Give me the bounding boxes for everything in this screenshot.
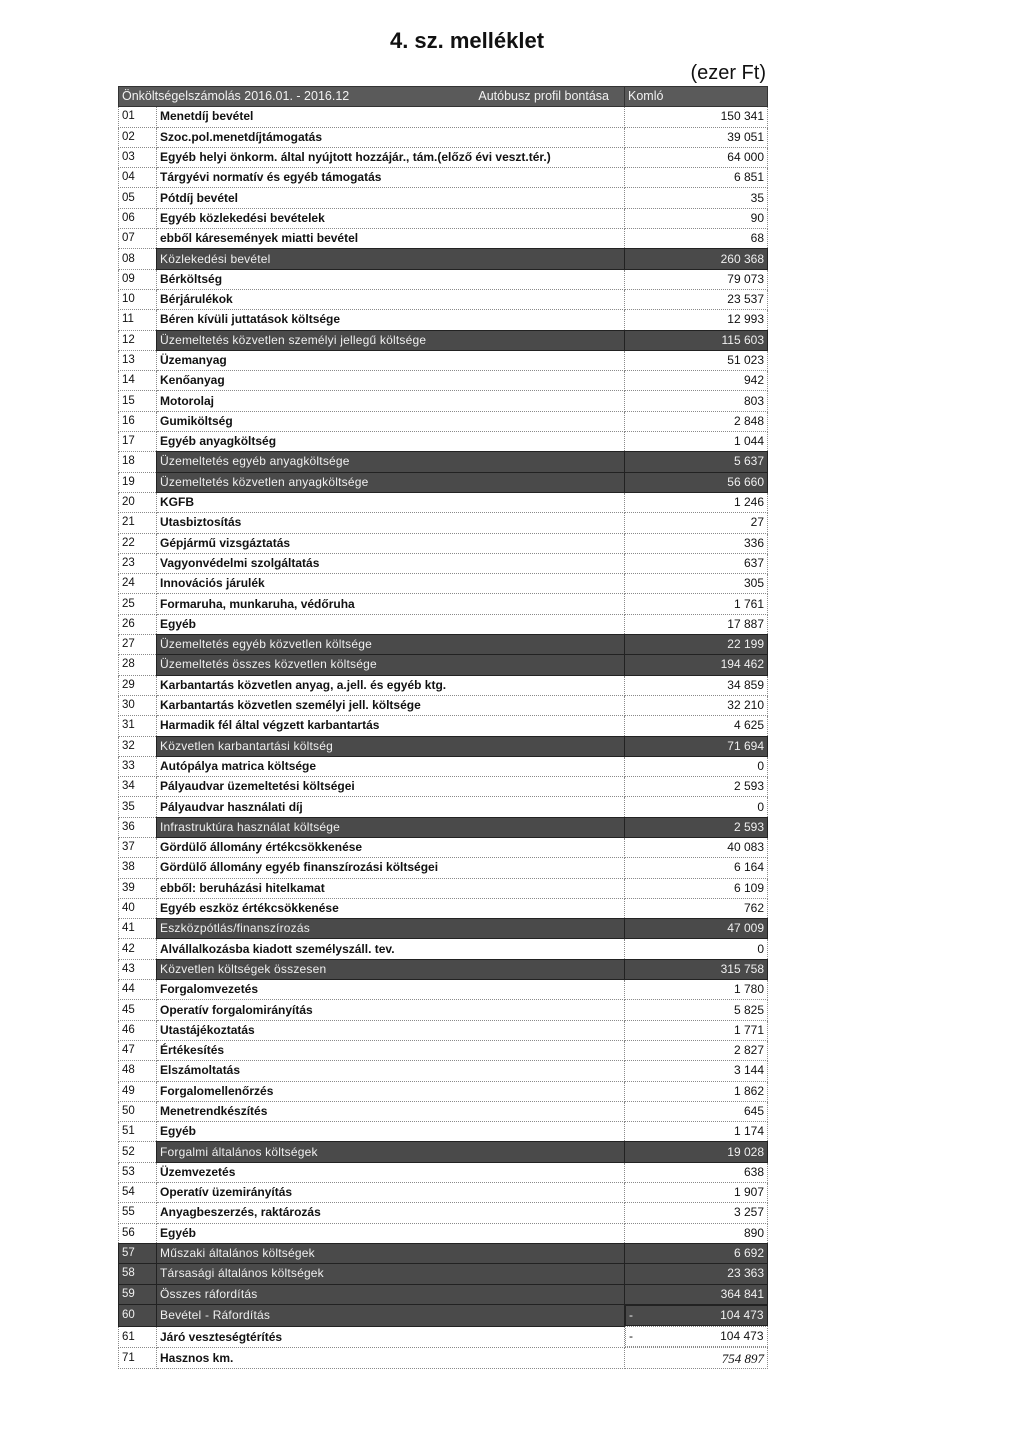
- row-value: 5 637: [625, 452, 768, 472]
- table-row: [119, 898, 768, 918]
- row-value: 364 841: [625, 1284, 768, 1304]
- row-label: ebből: beruházási hitelkamat: [157, 878, 625, 898]
- table-row: [119, 756, 768, 776]
- row-label: Bevétel - Ráfordítás: [157, 1304, 625, 1326]
- row-label: Egyéb: [157, 614, 625, 634]
- row-label: Üzemeltetés egyéb közvetlen költsége: [157, 635, 625, 655]
- row-label: Operatív üzemirányítás: [157, 1183, 625, 1203]
- row-label: Egyéb: [157, 1223, 625, 1243]
- table-row: [119, 614, 768, 634]
- row-value: 194 462: [625, 655, 768, 675]
- row-value: 1 780: [625, 980, 768, 1000]
- row-label: Karbantartás közvetlen személyi jell. költsége: [157, 695, 625, 715]
- row-label: Közlekedési bevétel: [157, 249, 625, 269]
- row-label: Operatív forgalomirányítás: [157, 1000, 625, 1020]
- row-number: 59: [119, 1284, 157, 1304]
- row-value: 34 859: [625, 675, 768, 695]
- row-label: Összes ráfordítás: [157, 1284, 625, 1304]
- header-period: Önköltségelszámolás 2016.01. - 2016.12: [122, 89, 350, 104]
- row-value: 17 887: [625, 614, 768, 634]
- row-label: Bérjárulékok: [157, 289, 625, 309]
- table-row: [119, 1081, 768, 1101]
- row-number: 52: [119, 1142, 157, 1162]
- row-value: 754 897: [625, 1348, 768, 1368]
- row-label: Szoc.pol.menetdíjtámogatás: [157, 127, 625, 147]
- table-row: [119, 1142, 768, 1162]
- row-number: 41: [119, 919, 157, 939]
- row-number: 37: [119, 837, 157, 857]
- table-row: [119, 310, 768, 330]
- table-row: [119, 208, 768, 228]
- row-number: 42: [119, 939, 157, 959]
- table-row: [119, 1162, 768, 1182]
- table-row: [119, 1020, 768, 1040]
- table-row: [119, 1000, 768, 1020]
- row-label: Alvállalkozásba kiadott személyszáll. tev.: [157, 939, 625, 959]
- row-value: 1 174: [625, 1122, 768, 1142]
- row-value: 5 825: [625, 1000, 768, 1020]
- row-number: 43: [119, 959, 157, 979]
- row-number: 47: [119, 1040, 157, 1060]
- row-number: 14: [119, 371, 157, 391]
- row-label: Pályaudvar használati díj: [157, 797, 625, 817]
- row-value: 260 368: [625, 249, 768, 269]
- table-row: [119, 1223, 768, 1243]
- table-row: [119, 452, 768, 472]
- row-label: Autópálya matrica költsége: [157, 756, 625, 776]
- row-number: 36: [119, 817, 157, 837]
- table-row: [119, 249, 768, 269]
- row-label: Gépjármű vizsgáztatás: [157, 533, 625, 553]
- row-value: 6 851: [625, 168, 768, 188]
- row-number: 61: [119, 1326, 157, 1348]
- table-row: [119, 432, 768, 452]
- row-value: 6 164: [625, 858, 768, 878]
- row-value: 638: [625, 1162, 768, 1182]
- row-label: Elszámoltatás: [157, 1061, 625, 1081]
- row-label: Egyéb helyi önkorm. által nyújtott hozzájár., tám.(előző évi veszt.tér.): [157, 147, 625, 167]
- row-number: 40: [119, 898, 157, 918]
- row-value: 56 660: [625, 472, 768, 492]
- row-value: 79 073: [625, 269, 768, 289]
- row-label: Egyéb anyagköltség: [157, 432, 625, 452]
- row-label: Utastájékoztatás: [157, 1020, 625, 1040]
- row-number: 46: [119, 1020, 157, 1040]
- row-number: 54: [119, 1183, 157, 1203]
- row-number: 09: [119, 269, 157, 289]
- table-row: [119, 716, 768, 736]
- row-number: 55: [119, 1203, 157, 1223]
- table-row: [119, 858, 768, 878]
- row-number: 30: [119, 695, 157, 715]
- row-number: 44: [119, 980, 157, 1000]
- table-row: [119, 513, 768, 533]
- row-value: 40 083: [625, 837, 768, 857]
- row-label: Üzemeltetés közvetlen személyi jellegű költsége: [157, 330, 625, 350]
- row-value: 2 593: [625, 777, 768, 797]
- row-value: 762: [625, 898, 768, 918]
- row-number: 22: [119, 533, 157, 553]
- row-number: 28: [119, 655, 157, 675]
- table-row: [119, 472, 768, 492]
- row-number: 18: [119, 452, 157, 472]
- row-number: 49: [119, 1081, 157, 1101]
- table-row: [119, 1183, 768, 1203]
- row-number: 19: [119, 472, 157, 492]
- row-label: Utasbiztosítás: [157, 513, 625, 533]
- row-value: 23 537: [625, 289, 768, 309]
- row-number: 24: [119, 574, 157, 594]
- table-row: [119, 1284, 768, 1304]
- row-value: 2 827: [625, 1040, 768, 1060]
- row-label: Közvetlen költségek összesen: [157, 959, 625, 979]
- row-label: Kenőanyag: [157, 371, 625, 391]
- table-row: [119, 1304, 768, 1326]
- row-value-text: 104 473: [720, 1307, 764, 1322]
- row-number: 10: [119, 289, 157, 309]
- row-number: 11: [119, 310, 157, 330]
- row-number: 16: [119, 411, 157, 431]
- row-label: Tárgyévi normatív és egyéb támogatás: [157, 168, 625, 188]
- row-label: Anyagbeszerzés, raktározás: [157, 1203, 625, 1223]
- row-value: 64 000: [625, 147, 768, 167]
- row-label: Üzemeltetés közvetlen anyagköltsége: [157, 472, 625, 492]
- row-value: 51 023: [625, 350, 768, 370]
- negative-sign: -: [629, 1307, 633, 1322]
- row-value: 19 028: [625, 1142, 768, 1162]
- row-number: 13: [119, 350, 157, 370]
- row-number: 17: [119, 432, 157, 452]
- table-row: [119, 1203, 768, 1223]
- negative-sign: -: [629, 1329, 633, 1344]
- table-row: [119, 1326, 768, 1348]
- table-row: [119, 371, 768, 391]
- header-breakdown: Autóbusz profil bontása: [478, 89, 609, 104]
- table-row: [119, 1061, 768, 1081]
- table-row: [119, 289, 768, 309]
- row-value: 3 144: [625, 1061, 768, 1081]
- row-label: Hasznos km.: [157, 1348, 625, 1368]
- row-value: 305: [625, 574, 768, 594]
- table-row: [119, 919, 768, 939]
- row-value: 315 758: [625, 959, 768, 979]
- row-number: 25: [119, 594, 157, 614]
- row-number: 03: [119, 147, 157, 167]
- table-row: [119, 939, 768, 959]
- table-row: [119, 553, 768, 573]
- table-row: [119, 1040, 768, 1060]
- row-label: Pótdíj bevétel: [157, 188, 625, 208]
- row-value: 35: [625, 188, 768, 208]
- row-label: Menetrendkészítés: [157, 1101, 625, 1121]
- row-number: 51: [119, 1122, 157, 1142]
- row-value: 6 692: [625, 1243, 768, 1263]
- row-value: 890: [625, 1223, 768, 1243]
- header-cell: [119, 87, 625, 107]
- row-label: Harmadik fél által végzett karbantartás: [157, 716, 625, 736]
- table-row: [119, 107, 768, 127]
- cost-report-table: [118, 86, 768, 1369]
- row-value: 336: [625, 533, 768, 553]
- row-value: 6 109: [625, 878, 768, 898]
- row-value: 1 771: [625, 1020, 768, 1040]
- table-row: [119, 797, 768, 817]
- row-value: 1 246: [625, 492, 768, 512]
- table-row: [119, 675, 768, 695]
- row-value: 4 625: [625, 716, 768, 736]
- row-label: Bérköltség: [157, 269, 625, 289]
- row-value: [625, 1305, 768, 1326]
- table-row: [119, 980, 768, 1000]
- table-row: [119, 1348, 768, 1368]
- table-row: [119, 695, 768, 715]
- row-number: 23: [119, 553, 157, 573]
- header-location: Komló: [625, 87, 768, 107]
- row-label: Innovációs járulék: [157, 574, 625, 594]
- row-label: Forgalmi általános költségek: [157, 1142, 625, 1162]
- row-number: 50: [119, 1101, 157, 1121]
- row-value: 47 009: [625, 919, 768, 939]
- row-value: 0: [625, 939, 768, 959]
- row-label: Formaruha, munkaruha, védőruha: [157, 594, 625, 614]
- table-row: [119, 127, 768, 147]
- row-number: 35: [119, 797, 157, 817]
- page-title: 4. sz. melléklet: [389, 28, 545, 53]
- row-number: 04: [119, 168, 157, 188]
- row-number: 21: [119, 513, 157, 533]
- row-number: 01: [119, 107, 157, 127]
- table-row: [119, 635, 768, 655]
- row-label: Értékesítés: [157, 1040, 625, 1060]
- row-value: 23 363: [625, 1264, 768, 1284]
- row-value: 803: [625, 391, 768, 411]
- row-number: 02: [119, 127, 157, 147]
- row-value: 27: [625, 513, 768, 533]
- row-label: Közvetlen karbantartási költség: [157, 736, 625, 756]
- row-number: 15: [119, 391, 157, 411]
- row-number: 08: [119, 249, 157, 269]
- row-number: 58: [119, 1264, 157, 1284]
- row-value: 645: [625, 1101, 768, 1121]
- row-number: 05: [119, 188, 157, 208]
- row-label: Üzemanyag: [157, 350, 625, 370]
- table-row: [119, 269, 768, 289]
- row-label: Üzemeltetés összes közvetlen költsége: [157, 655, 625, 675]
- row-value: 1 044: [625, 432, 768, 452]
- table-row: [119, 777, 768, 797]
- row-number: 07: [119, 229, 157, 249]
- table-row: [119, 655, 768, 675]
- row-number: 27: [119, 635, 157, 655]
- row-label: Gumiköltség: [157, 411, 625, 431]
- table-header-row: [119, 87, 768, 107]
- row-number: 34: [119, 777, 157, 797]
- unit-label: (ezer Ft): [690, 62, 766, 84]
- table-row: [119, 736, 768, 756]
- row-label: Motorolaj: [157, 391, 625, 411]
- table-row: [119, 817, 768, 837]
- row-value: 1 907: [625, 1183, 768, 1203]
- table-row: [119, 229, 768, 249]
- row-label: Pályaudvar üzemeltetési költségei: [157, 777, 625, 797]
- row-value: 115 603: [625, 330, 768, 350]
- row-value: 942: [625, 371, 768, 391]
- row-number: 33: [119, 756, 157, 776]
- row-number: 06: [119, 208, 157, 228]
- row-label: Társasági általános költségek: [157, 1264, 625, 1284]
- row-number: 56: [119, 1223, 157, 1243]
- row-value: 0: [625, 797, 768, 817]
- row-label: Forgalomvezetés: [157, 980, 625, 1000]
- row-value: 39 051: [625, 127, 768, 147]
- table-row: [119, 594, 768, 614]
- row-value: 150 341: [625, 107, 768, 127]
- row-label: Gördülő állomány egyéb finanszírozási költségei: [157, 858, 625, 878]
- row-number: 38: [119, 858, 157, 878]
- row-label: Vagyonvédelmi szolgáltatás: [157, 553, 625, 573]
- table-row: [119, 147, 768, 167]
- table-row: [119, 330, 768, 350]
- row-label: Járó veszteségtérítés: [157, 1326, 625, 1348]
- row-value: 90: [625, 208, 768, 228]
- row-value: 2 848: [625, 411, 768, 431]
- row-value: 68: [625, 229, 768, 249]
- table-row: [119, 1243, 768, 1263]
- report-body: [119, 87, 768, 1369]
- row-number: 48: [119, 1061, 157, 1081]
- table-row: [119, 411, 768, 431]
- row-number: 71: [119, 1348, 157, 1368]
- row-value: 12 993: [625, 310, 768, 330]
- row-value: 0: [625, 756, 768, 776]
- table-row: [119, 391, 768, 411]
- row-value: 637: [625, 553, 768, 573]
- row-label: Gördülő állomány értékcsökkenése: [157, 837, 625, 857]
- table-row: [119, 492, 768, 512]
- row-value: 71 694: [625, 736, 768, 756]
- table-row: [119, 350, 768, 370]
- row-number: 60: [119, 1304, 157, 1326]
- row-number: 32: [119, 736, 157, 756]
- row-label: Infrastruktúra használat költsége: [157, 817, 625, 837]
- table-row: [119, 878, 768, 898]
- row-value: 1 761: [625, 594, 768, 614]
- row-label: Egyéb közlekedési bevételek: [157, 208, 625, 228]
- table-row: [119, 1264, 768, 1284]
- row-number: 53: [119, 1162, 157, 1182]
- row-label: Eszközpótlás/finanszírozás: [157, 919, 625, 939]
- table-row: [119, 168, 768, 188]
- row-number: 57: [119, 1243, 157, 1263]
- row-value: 1 862: [625, 1081, 768, 1101]
- row-value-text: 104 473: [720, 1329, 764, 1344]
- table-row: [119, 1122, 768, 1142]
- row-value: 22 199: [625, 635, 768, 655]
- row-label: Karbantartás közvetlen anyag, a.jell. és egyéb ktg.: [157, 675, 625, 695]
- row-number: 39: [119, 878, 157, 898]
- row-value: [625, 1326, 768, 1347]
- table-row: [119, 574, 768, 594]
- row-label: ebből káresemények miatti bevétel: [157, 229, 625, 249]
- row-label: Üzemvezetés: [157, 1162, 625, 1182]
- table-row: [119, 188, 768, 208]
- table-row: [119, 837, 768, 857]
- row-number: 29: [119, 675, 157, 695]
- table-row: [119, 959, 768, 979]
- row-number: 31: [119, 716, 157, 736]
- row-label: Egyéb: [157, 1122, 625, 1142]
- row-label: KGFB: [157, 492, 625, 512]
- row-number: 12: [119, 330, 157, 350]
- row-label: Egyéb eszköz értékcsökkenése: [157, 898, 625, 918]
- row-number: 45: [119, 1000, 157, 1020]
- row-value: 2 593: [625, 817, 768, 837]
- row-label: Üzemeltetés egyéb anyagköltsége: [157, 452, 625, 472]
- table-row: [119, 533, 768, 553]
- row-number: 20: [119, 492, 157, 512]
- row-label: Menetdíj bevétel: [157, 107, 625, 127]
- row-value: 32 210: [625, 695, 768, 715]
- row-value: 3 257: [625, 1203, 768, 1223]
- row-number: 26: [119, 614, 157, 634]
- row-label: Forgalomellenőrzés: [157, 1081, 625, 1101]
- table-row: [119, 1101, 768, 1121]
- row-label: Műszaki általános költségek: [157, 1243, 625, 1263]
- row-label: Béren kívüli juttatások költsége: [157, 310, 625, 330]
